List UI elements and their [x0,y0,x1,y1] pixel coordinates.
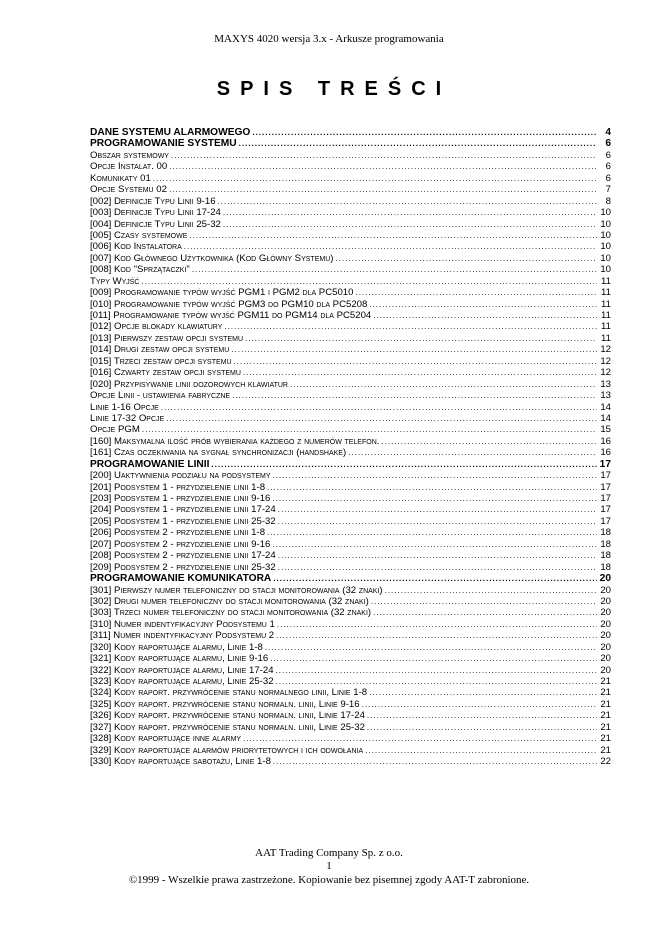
toc-entry-label: [013] Pierwszy zestaw opcji systemu [90,332,243,344]
toc-entry-page: 13 [600,390,611,402]
dot-leader [224,321,597,332]
toc-entry-label: [204] Podsystem 1 - przydzielenie linii 17-24 [90,504,276,516]
page-number: 1 [326,860,332,872]
toc-entry-page: 15 [600,424,611,436]
toc-entry-label: Opcje Instalat. 00 [90,161,168,173]
toc-entry[interactable] [90,550,611,561]
dot-leader [373,310,597,321]
toc-entry[interactable] [90,493,611,504]
toc-entry[interactable] [90,241,611,252]
toc-entry-page: 6 [605,161,611,173]
toc-entry-page: 11 [601,321,611,333]
toc-entry-label: [321] Kody raportujące alarmu, Linie 9-16 [90,653,269,665]
dot-leader [239,138,597,149]
dot-leader [277,619,597,630]
toc-entry-page: 20 [599,573,611,585]
toc-entry-label: [328] Kody raportujące inne alarmy [90,733,242,745]
toc-entry[interactable] [90,710,611,721]
toc-entry-label: [203] Podsystem 1 - przydzielenie linii 9-16 [90,493,271,504]
toc-entry-label: [311] Numer indentyfikacyjny Podsystemu 2 [90,630,275,642]
dot-leader [232,390,597,401]
toc-entry-label: [002] Definicje Typu Linii 9-16 [90,195,216,207]
toc-entry-page: 6 [605,138,611,150]
toc-entry-label: [012] Opcje blokady klawiatury [90,321,223,333]
toc-entry-page: 20 [600,630,611,642]
table-of-contents [90,127,611,768]
toc-entry-label: [010] Programowanie typów wyjść PGM3 do PGM10 dla PC5208 [90,298,368,310]
dot-leader [223,219,597,230]
toc-entry-label: Typy Wyjść [90,275,140,287]
toc-entry-page: 10 [600,264,611,276]
toc-entry[interactable] [90,447,611,458]
toc-entry-label: Opcje PGM [90,424,140,436]
toc-entry[interactable] [90,676,611,687]
dot-leader [367,722,597,733]
toc-entry-label: [302] Drugi numer telefoniczny do stacji monitorowania (32 znaki) [90,595,369,607]
toc-entry[interactable] [90,722,611,733]
toc-entry-label: [310] Numer indentyfikacyjny Podsystemu 1 [90,618,275,630]
toc-entry-label: PROGRAMOWANIE LINII [90,458,210,470]
dot-leader [211,459,597,470]
toc-entry-label: [008] Kod "Sprzątaczki" [90,264,190,276]
toc-entry[interactable] [90,356,611,367]
toc-entry[interactable] [90,687,611,698]
toc-entry[interactable] [90,665,611,676]
toc-entry[interactable] [90,196,611,207]
toc-section-entry[interactable] [90,127,611,138]
toc-entry-page: 10 [600,229,611,241]
toc-entry-label: [325] Kody raport. przywrócenie stanu normaln. linii, Linie 9-16 [90,698,360,710]
toc-entry[interactable] [90,150,611,161]
toc-entry[interactable] [90,653,611,664]
footer-copyright: ©1999 - Wszelkie prawa zastrzeżone. Kopiowanie bez pisemnej zgody AAT-T zabronione. [128,874,530,886]
dot-leader [153,173,597,184]
toc-entry[interactable] [90,344,611,355]
dot-leader [290,379,597,390]
toc-entry[interactable] [90,299,611,310]
toc-entry-page: 20 [600,584,611,596]
toc-entry-page: 20 [600,664,611,676]
toc-entry-page: 14 [600,401,611,413]
toc-entry[interactable] [90,321,611,332]
dot-leader [141,276,597,287]
toc-section-entry[interactable] [90,138,611,149]
dot-leader [273,756,597,767]
toc-entry-label: [208] Podsystem 2 - przydzielenie linii 17-24 [90,550,276,562]
dot-leader [223,207,597,218]
toc-entry-label: [007] Kod Głównego Użytkownika (Kod Główny Systemu) [90,252,334,264]
toc-entry[interactable] [90,333,611,344]
toc-entry[interactable] [90,733,611,744]
dot-leader [270,653,597,664]
toc-entry[interactable] [90,184,611,195]
dot-leader [252,127,597,138]
dot-leader [169,161,597,172]
toc-entry-label: [004] Definicje Typu Linii 25-32 [90,218,221,230]
toc-entry-page: 20 [600,618,611,630]
toc-entry-label: [006] Kod Instalatora [90,241,182,253]
toc-entry-page: 21 [600,733,611,745]
toc-entry-label: [322] Kody raportujące alarmu, Linie 17-24 [90,664,274,676]
toc-entry-label: [016] Czwarty zestaw opcji systemu [90,367,241,379]
dot-leader [245,333,597,344]
dot-leader [348,447,597,458]
dot-leader [166,413,597,424]
toc-entry-page: 17 [599,458,611,470]
dot-leader [362,699,597,710]
toc-entry-page: 16 [600,447,611,459]
toc-entry[interactable] [90,207,611,218]
toc-entry-label: [009] Programowanie typów wyjść PGM1 i PGM2 dla PC5010 [90,287,354,299]
toc-entry-page: 21 [600,710,611,722]
toc-entry-page: 6 [605,172,611,184]
toc-entry-page: 21 [600,721,611,733]
footer-company: AAT Trading Company Sp. z o.o. [255,847,403,859]
dot-leader [169,184,597,195]
toc-entry-label: [020] Przypisywanie linii dozorowych klawiatur [90,378,288,390]
toc-entry-label: Komunikaty 01 [90,172,151,184]
toc-entry-page: 12 [600,344,611,356]
toc-entry[interactable] [90,413,611,424]
toc-entry-page: 11 [601,287,611,299]
dot-leader [243,733,597,744]
toc-entry-page: 21 [600,687,611,699]
toc-entry-label: [207] Podsystem 2 - przydzielenie linii 9-16 [90,538,271,550]
dot-leader [276,676,597,687]
dot-leader [273,573,597,584]
dot-leader [369,299,597,310]
toc-entry-label: [200] Uaktywnienia podziału na podsystemy [90,470,271,482]
toc-entry-label: [011] Programowanie typów wyjść PGM11 do PGM14 dla PC5204 [90,310,372,321]
toc-entry[interactable] [90,230,611,241]
dot-leader [267,527,597,538]
toc-section-entry[interactable] [90,573,611,584]
toc-entry[interactable] [90,516,611,527]
toc-entry[interactable] [90,219,611,230]
toc-entry-page: 17 [600,493,611,504]
toc-entry[interactable] [90,402,611,413]
dot-leader [385,585,597,596]
dot-leader [272,493,597,504]
toc-entry-page: 17 [600,481,611,493]
toc-entry-page: 10 [600,252,611,264]
toc-entry-label: [320] Kody raportujące alarmu, Linie 1-8 [90,641,263,653]
dot-leader [142,424,597,435]
toc-entry[interactable] [90,367,611,378]
toc-entry[interactable] [90,745,611,756]
dot-leader [273,470,597,481]
toc-entry-page: 11 [601,298,611,310]
toc-entry-label: [005] Czasy systemowe [90,229,188,241]
toc-entry-page: 21 [600,698,611,710]
toc-entry[interactable] [90,699,611,710]
toc-entry-label: [323] Kody raportujące alarmu, Linie 25-32 [90,676,274,687]
toc-entry-page: 7 [605,184,611,196]
toc-entry-page: 18 [600,561,611,573]
toc-entry-label: PROGRAMOWANIE SYSTEMU [90,138,237,150]
toc-entry[interactable] [90,470,611,481]
dot-leader [371,596,597,607]
toc-entry-page: 4 [605,127,611,138]
dot-leader [369,687,597,698]
toc-entry-label: [206] Podsystem 2 - przydzielenie linii 1-8 [90,527,266,539]
toc-entry[interactable] [90,607,611,618]
toc-entry-page: 11 [601,275,611,287]
toc-entry[interactable] [90,390,611,401]
page-title: SPIS TREŚCI [216,78,452,100]
toc-entry[interactable] [90,173,611,184]
toc-entry-page: 20 [600,641,611,653]
toc-entry-page: 18 [600,550,611,562]
toc-entry[interactable] [90,482,611,493]
toc-entry-label: DANE SYSTEMU ALARMOWEGO [90,127,251,138]
toc-entry-label: PROGRAMOWANIE KOMUNIKATORA [90,573,272,585]
toc-entry-page: 20 [600,653,611,665]
toc-entry[interactable] [90,310,611,321]
toc-entry-page: 12 [600,355,611,367]
dot-leader [234,356,597,367]
dot-leader [267,482,597,493]
dot-leader [276,630,597,641]
toc-entry-page: 21 [600,676,611,687]
toc-entry-page: 16 [600,435,611,447]
toc-entry[interactable] [90,287,611,298]
toc-entry[interactable] [90,264,611,275]
toc-entry-label: Obszar systemowy [90,149,169,161]
dot-leader [367,710,597,721]
toc-entry[interactable] [90,379,611,390]
toc-entry-page: 6 [605,149,611,161]
toc-entry-label: [003] Definicje Typu Linii 17-24 [90,207,221,219]
toc-entry[interactable] [90,585,611,596]
dot-leader [365,745,597,756]
toc-entry-label: [327] Kody raport. przywrócenie stanu normaln. linii, Linie 25-32 [90,721,365,733]
toc-entry-label: Linie 1-16 Opcje [90,401,159,413]
toc-entry-page: 21 [600,744,611,756]
dot-leader [373,607,597,618]
dot-leader [278,562,597,573]
dot-leader [278,550,597,561]
toc-entry[interactable] [90,642,611,653]
toc-entry[interactable] [90,619,611,630]
toc-entry[interactable] [90,527,611,538]
toc-entry[interactable] [90,253,611,264]
toc-entry[interactable] [90,436,611,447]
toc-entry[interactable] [90,630,611,641]
dot-leader [218,196,597,207]
toc-entry-label: [160] Maksymalna ilość prób wybierania każdego z numerów telefon. [90,435,380,447]
toc-entry-label: [330] Kody raportujące sabotażu, Linie 1-8 [90,756,271,768]
toc-entry-page: 13 [600,378,611,390]
toc-entry-label: [161] Czas oczekiwania na sygnał synchronizacji (handshake) [90,447,347,459]
toc-entry-page: 18 [600,538,611,550]
toc-entry-page: 17 [600,470,611,482]
toc-entry-page: 10 [600,241,611,253]
toc-entry[interactable] [90,276,611,287]
toc-entry[interactable] [90,504,611,515]
toc-entry-page: 20 [600,607,611,619]
dot-leader [189,230,597,241]
toc-entry-page: 10 [600,218,611,230]
toc-entry-page: 12 [600,367,611,379]
toc-entry-label: [301] Pierwszy numer telefoniczny do stacji monitorowania (32 znaki) [90,584,383,596]
toc-entry[interactable] [90,161,611,172]
toc-entry[interactable] [90,756,611,767]
toc-entry[interactable] [90,562,611,573]
dot-leader [265,642,597,653]
toc-entry-page: 18 [600,527,611,539]
toc-entry-label: [324] Kody raport. przywrócenie stanu normalnego linii, Linie 1-8 [90,687,368,699]
toc-entry-page: 11 [601,332,611,344]
toc-entry-page: 11 [601,310,611,321]
dot-leader [335,253,597,264]
toc-section-entry[interactable] [90,459,611,470]
toc-entry-page: 14 [600,412,611,424]
toc-entry[interactable] [90,424,611,435]
toc-entry-label: [209] Podsystem 2 - przydzielenie linii 25-32 [90,561,276,573]
dot-leader [231,344,597,355]
toc-entry-page: 10 [600,207,611,219]
dot-leader [276,665,597,676]
toc-entry-page: 20 [600,595,611,607]
toc-entry-label: [329] Kody raportujące alarmów priorytetowych i ich odwołania [90,744,364,756]
toc-entry-page: 22 [600,756,611,768]
dot-leader [355,287,597,298]
dot-leader [243,367,597,378]
dot-leader [161,402,597,413]
toc-entry-label: [015] Trzeci zestaw opcji systemu [90,355,232,367]
dot-leader [171,150,597,161]
toc-entry-page: 17 [600,504,611,516]
dot-leader [272,539,597,550]
toc-entry-label: [205] Podsystem 1 - przydzielenie linii 25-32 [90,515,276,527]
toc-entry-label: [014] Drugi zestaw opcji systemu [90,344,230,356]
toc-entry-page: 17 [600,515,611,527]
toc-entry-label: [326] Kody raport. przywrócenie stanu normaln. linii, Linie 17-24 [90,710,365,722]
dot-leader [278,504,597,515]
document-header: MAXYS 4020 wersja 3.x - Arkusze programowania [214,33,444,45]
toc-entry-label: Opcje Systemu 02 [90,184,167,196]
dot-leader [278,516,597,527]
dot-leader [184,241,597,252]
toc-entry-page: 8 [605,195,611,207]
toc-entry[interactable] [90,596,611,607]
toc-entry-label: [201] Podsystem 1 - przydzielenie linii 1-8 [90,481,266,493]
toc-entry-label: Opcje Linii - ustawienia fabryczne [90,390,231,402]
toc-entry[interactable] [90,539,611,550]
dot-leader [192,264,597,275]
toc-entry-label: Linie 17-32 Opcje [90,412,165,424]
toc-entry-label: [303] Trzeci numer telefoniczny do stacji monitorowania (32 znaki) [90,607,372,619]
dot-leader [381,436,597,447]
